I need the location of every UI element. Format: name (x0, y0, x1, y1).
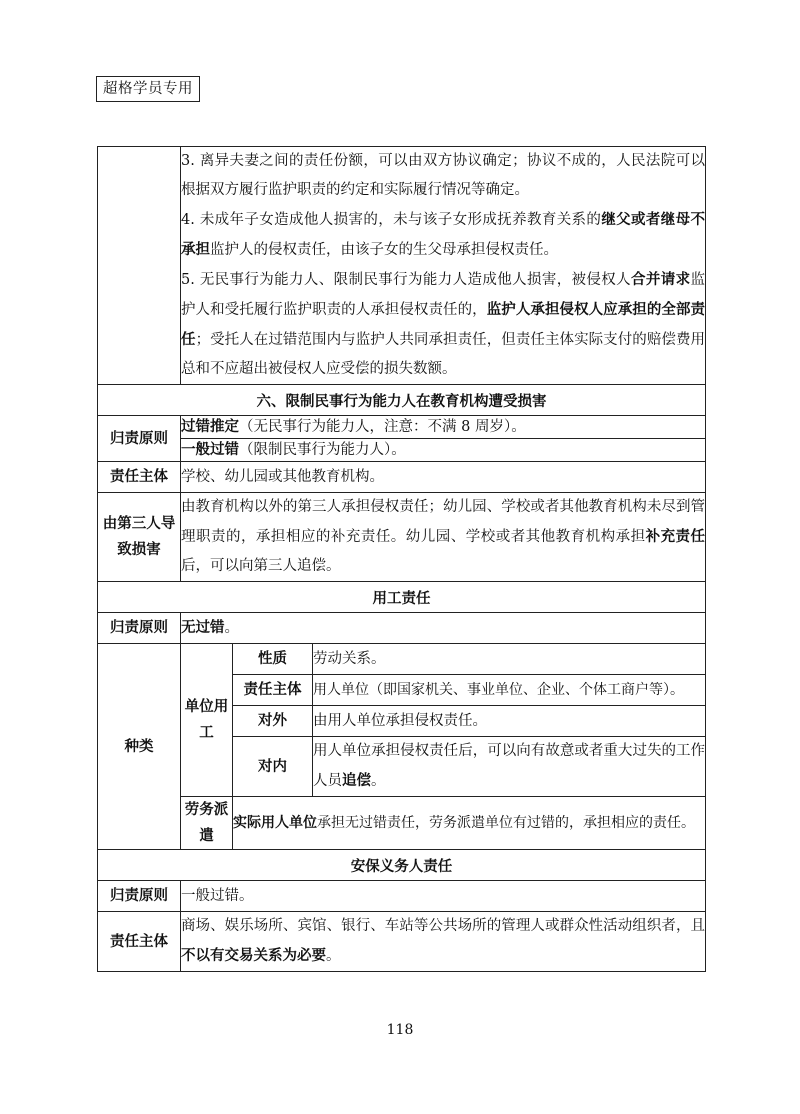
security-subject-text: 商场、娱乐场所、宾馆、银行、车站等公共场所的管理人或群众性活动组织者，且不以有交易关系为必要。 (181, 912, 706, 972)
liability-table (97, 146, 706, 972)
internal-text: 用人单位承担侵权责任后，可以向有故意或者重大过失的工作人员追偿。 (313, 737, 706, 797)
principle-general-fault: 一般过错。 (181, 881, 706, 912)
principle-no-fault: 无过错。 (181, 613, 706, 644)
label-subject: 责任主体 (98, 462, 181, 493)
continuation-text (181, 147, 706, 385)
empty-label-cell (98, 147, 181, 385)
label-principle: 归责原则 (98, 416, 181, 462)
label-internal: 对内 (233, 737, 313, 797)
principle-presumed-fault: 过错推定（无民事行为能力人，注意：不满 8 周岁）。 (181, 416, 706, 439)
labor-dispatch-text: 实际用人单位承担无过错责任，劳务派遣单位有过错的，承担相应的责任。 (233, 797, 706, 850)
third-party-text: 由教育机构以外的第三人承担侵权责任；幼儿园、学校或者其他教育机构未尽到管理职责的，承担相应的补充责任。幼儿园、学校或者其他教育机构承担补充责任后，可以向第三人追偿。 (181, 493, 706, 582)
subject-text: 学校、幼儿园或其他教育机构。 (181, 462, 706, 493)
external-text: 由用人单位承担侵权责任。 (313, 706, 706, 737)
section-title-education: 六、限制民事行为能力人在教育机构遭受损害 (98, 385, 706, 416)
page-number: 118 (386, 1022, 414, 1038)
section-title-security: 安保义务人责任 (98, 850, 706, 881)
label-third-party: 由第三人导致损害 (98, 493, 181, 582)
label-unit-employment: 单位用工 (181, 644, 233, 797)
label-principle: 归责原则 (98, 613, 181, 644)
nature-text: 劳动关系。 (313, 644, 706, 675)
label-subject: 责任主体 (98, 912, 181, 972)
unit-subject-text: 用人单位（即国家机关、事业单位、企业、个体工商户等）。 (313, 675, 706, 706)
principle-general-fault: 一般过错（限制民事行为能力人）。 (181, 439, 706, 462)
continuation-row (98, 147, 706, 385)
section-title-employment: 用工责任 (98, 582, 706, 613)
student-only-stamp: 超格学员专用 (96, 76, 200, 102)
label-principle: 归责原则 (98, 881, 181, 912)
label-nature: 性质 (233, 644, 313, 675)
label-unit-subject: 责任主体 (233, 675, 313, 706)
label-labor-dispatch: 劳务派遣 (181, 797, 233, 850)
label-external: 对外 (233, 706, 313, 737)
paragraph-5: 5. 无民事行为能力人、限制民事行为能力人造成他人损害，被侵权人合并请求监护人和受托履行监护职责的人承担侵权责任的，监护人承担侵权人应承担的全部责任；受托人在过错范围内与监护人共同承担责任，但责任主体实际支付的赔偿费用总和不应超出被侵权人应受偿的损失数额。 (181, 271, 706, 377)
paragraph-3: 3. 离异夫妻之间的责任份额，可以由双方协议确定；协议不成的，人民法院可以根据双方履行监护职责的约定和实际履行情况等确定。 (181, 153, 706, 198)
label-types: 种类 (98, 644, 181, 850)
paragraph-4: 4. 未成年子女造成他人损害的，未与该子女形成抚养教育关系的继父或者继母不承担监护人的侵权责任，由该子女的生父母承担侵权责任。 (181, 211, 706, 258)
